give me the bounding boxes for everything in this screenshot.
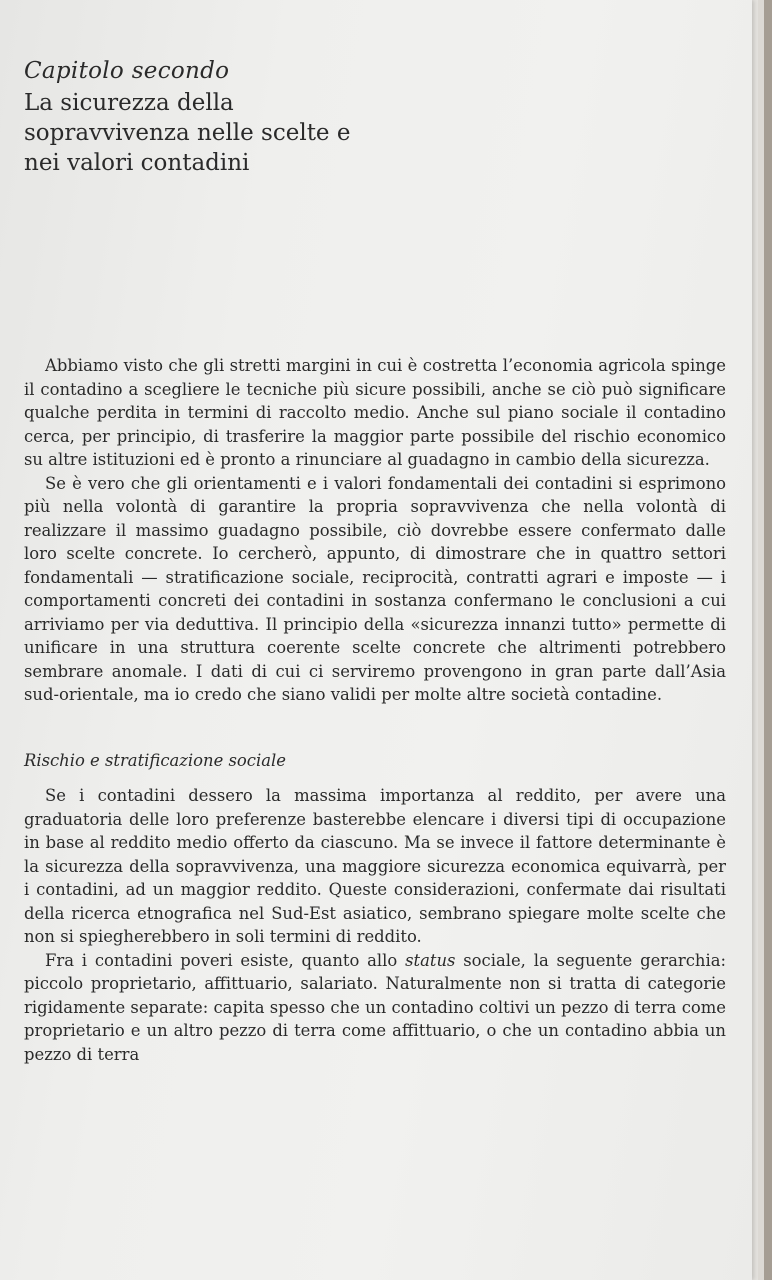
paragraph-text: sociale, la seguente gerarchia: piccolo proprietario, affittuario, salariato. Naturalmente non si tratta di categorie rigidamente separate: capita spesso che un contadino coltivi un pezzo di terra come proprietario e un altro pezzo di terra come affittuario, o che un contadino abbia un pezzo di terra: [24, 950, 726, 1064]
paragraph: Se è vero che gli orientamenti e i valori fondamentali dei contadini si esprimono più nella volontà di garantire la propria sopravvivenza che nella volontà di realizzare il massimo guadagno possibile, ciò dovrebbe essere confermato dalle loro scelte concrete. Io cercherò, appunto, di dimostrare che in quattro settori fondamentali — stratificazione sociale, reciprocità, contratti agrari e imposte — i comportamenti concreti dei contadini in sostanza confermano le conclusioni a cui arriviamo per via deduttiva. Il principio della «sicurezza innanzi tutto» permette di unificare in una struttura coerente scelte concrete che altrimenti potrebbero sembrare anomale. I dati di cui ci serviremo provengono in gran parte dall’Asia sud-orientale, ma io credo che siano validi per molte altre società contadine.: [24, 473, 726, 704]
paragraph: [24, 949, 726, 1067]
chapter-title: La sicurezza della sopravvivenza nelle scelte e nei valori contadini: [24, 90, 351, 176]
chapter-label: Capitolo secondo: [24, 58, 230, 84]
paragraph: Se i contadini dessero la massima importanza al reddito, per avere una graduatoria delle loro preferenze basterebbe elencare i diversi tipi di occupazione in base al reddito medio offerto da ciascuno. Ma se invece il fattore determinante è la sicurezza della sopravvivenza, una maggiore sicurezza economica equivarrà, per i contadini, ad un maggior reddito. Queste considerazioni, confermate dai risultati della ricerca etnografica nel Sud-Est asiatico, sembrano spiegare molte scelte che non si spiegherebbero in soli termini di reddito.: [24, 786, 726, 946]
page-content: [24, 56, 726, 1066]
italic-term: status: [405, 950, 456, 970]
book-edge-shadow: [764, 0, 772, 1280]
chapter-body: [24, 354, 726, 1066]
section-heading: Rischio e stratificazione sociale: [24, 750, 286, 770]
paragraph: Abbiamo visto che gli stretti margini in cui è costretta l’economia agricola spinge il contadino a scegliere le tecniche più sicure possibili, anche se ciò può significare qualche perdita in termini di raccolto medio. Anche sul piano sociale il contadino cerca, per principio, di trasferire la maggior parte possibile del rischio economico su altre istituzioni ed è pronto a rinunciare al guadagno in cambio della sicurezza.: [24, 356, 726, 469]
paragraph-text: Fra i contadini poveri esiste, quanto allo: [45, 950, 406, 970]
